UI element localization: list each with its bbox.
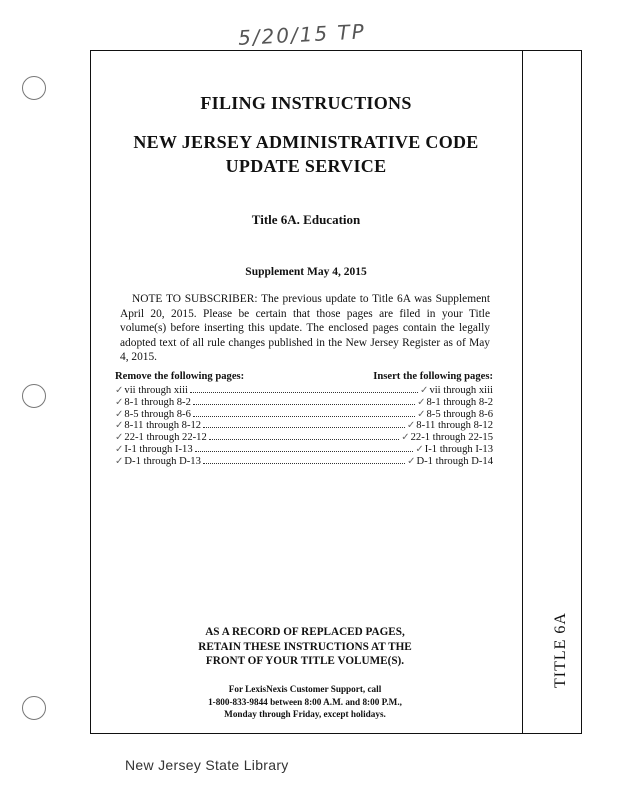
- remove-pages: D-1 through D-13: [124, 455, 201, 467]
- customer-support-info: [180, 683, 430, 721]
- insert-pages: 8-1 through 8-2: [426, 396, 493, 408]
- support-line: Monday through Friday, except holidays.: [224, 709, 386, 720]
- insert-header: Insert the following pages:: [373, 371, 493, 382]
- remove-pages: 8-5 through 8-6: [124, 408, 191, 420]
- list-header-row: [115, 370, 493, 384]
- checkmark-icon: ✓: [115, 432, 124, 444]
- remove-pages: 22-1 through 22-12: [124, 432, 207, 444]
- list-item: [115, 431, 493, 443]
- remove-pages: 8-1 through 8-2: [124, 396, 191, 408]
- checkmark-icon: ✓: [115, 396, 124, 408]
- punch-hole-icon: [22, 384, 46, 408]
- handwritten-date-note: 5/20/15 TP: [237, 19, 367, 50]
- checkmark-icon: ✓: [115, 408, 124, 420]
- leader-dots: [209, 431, 399, 440]
- leader-dots: [190, 384, 418, 393]
- insert-pages: I-1 through I-13: [424, 443, 493, 455]
- leader-dots: [193, 396, 415, 405]
- record-line: AS A RECORD OF REPLACED PAGES,: [205, 626, 405, 638]
- checkmark-icon: ✓: [115, 420, 124, 432]
- checkmark-icon: ✓: [401, 432, 410, 444]
- checkmark-icon: ✓: [406, 420, 416, 432]
- list-item: [115, 443, 493, 455]
- list-item: [115, 384, 493, 396]
- remove-pages: vii through xiii: [124, 385, 188, 396]
- record-instructions: [150, 625, 460, 669]
- checkmark-icon: ✓: [407, 455, 416, 467]
- library-stamp: New Jersey State Library: [125, 757, 289, 773]
- insert-pages: vii through xiii: [429, 385, 493, 396]
- leader-dots: [195, 443, 414, 452]
- list-item: [115, 408, 493, 420]
- supplement-date: Supplement May 4, 2015: [245, 266, 367, 278]
- title-name: Title 6A. Education: [251, 212, 361, 227]
- remove-header: Remove the following pages:: [115, 371, 245, 382]
- checkmark-icon: ✓: [415, 443, 424, 455]
- page-subtitle-line2: UPDATE SERVICE: [225, 156, 387, 176]
- page-replacement-list: [115, 370, 493, 467]
- punch-hole-icon: [22, 696, 46, 720]
- checkmark-icon: ✓: [417, 396, 426, 408]
- support-line: For LexisNexis Customer Support, call: [228, 684, 382, 694]
- list-item: [115, 396, 493, 408]
- insert-pages: 8-5 through 8-6: [426, 408, 493, 420]
- record-line: RETAIN THESE INSTRUCTIONS AT THE: [198, 640, 412, 653]
- list-item: [115, 419, 493, 431]
- checkmark-icon: ✓: [420, 385, 429, 396]
- leader-dots: [203, 419, 405, 428]
- checkmark-icon: ✓: [115, 443, 124, 455]
- checkmark-icon: ✓: [115, 455, 124, 467]
- insert-pages: 8-11 through 8-12: [416, 420, 493, 432]
- insert-pages: 22-1 through 22-15: [410, 432, 493, 444]
- page-title: FILING INSTRUCTIONS: [200, 93, 412, 113]
- punch-hole-icon: [22, 76, 46, 100]
- subscriber-note: NOTE TO SUBSCRIBER: The previous update to Title 6A was Supplement April 20, 2015. Please be certain that those pages are filed in your Title volume(s) before inserting this update. The enclosed pages contain the legally adopted text of all rule changes published in the New Jersey Register as of May 4, 2015.: [120, 293, 490, 364]
- title-tab-label: TITLE 6A: [552, 612, 569, 688]
- checkmark-icon: ✓: [115, 385, 124, 396]
- list-item: [115, 455, 493, 467]
- checkmark-icon: ✓: [417, 408, 426, 420]
- leader-dots: [203, 455, 405, 464]
- remove-pages: 8-11 through 8-12: [124, 420, 202, 432]
- leader-dots: [193, 408, 415, 417]
- remove-pages: I-1 through I-13: [124, 443, 193, 455]
- record-line: FRONT OF YOUR TITLE VOLUME(S).: [205, 655, 405, 668]
- support-line: 1-800-833-9844 between 8:00 A.M. and 8:00 P.M.,: [208, 696, 402, 707]
- tab-divider-line: [522, 50, 523, 734]
- page-subtitle-line1: NEW JERSEY ADMINISTRATIVE CODE: [133, 132, 479, 152]
- insert-pages: D-1 through D-14: [416, 455, 493, 467]
